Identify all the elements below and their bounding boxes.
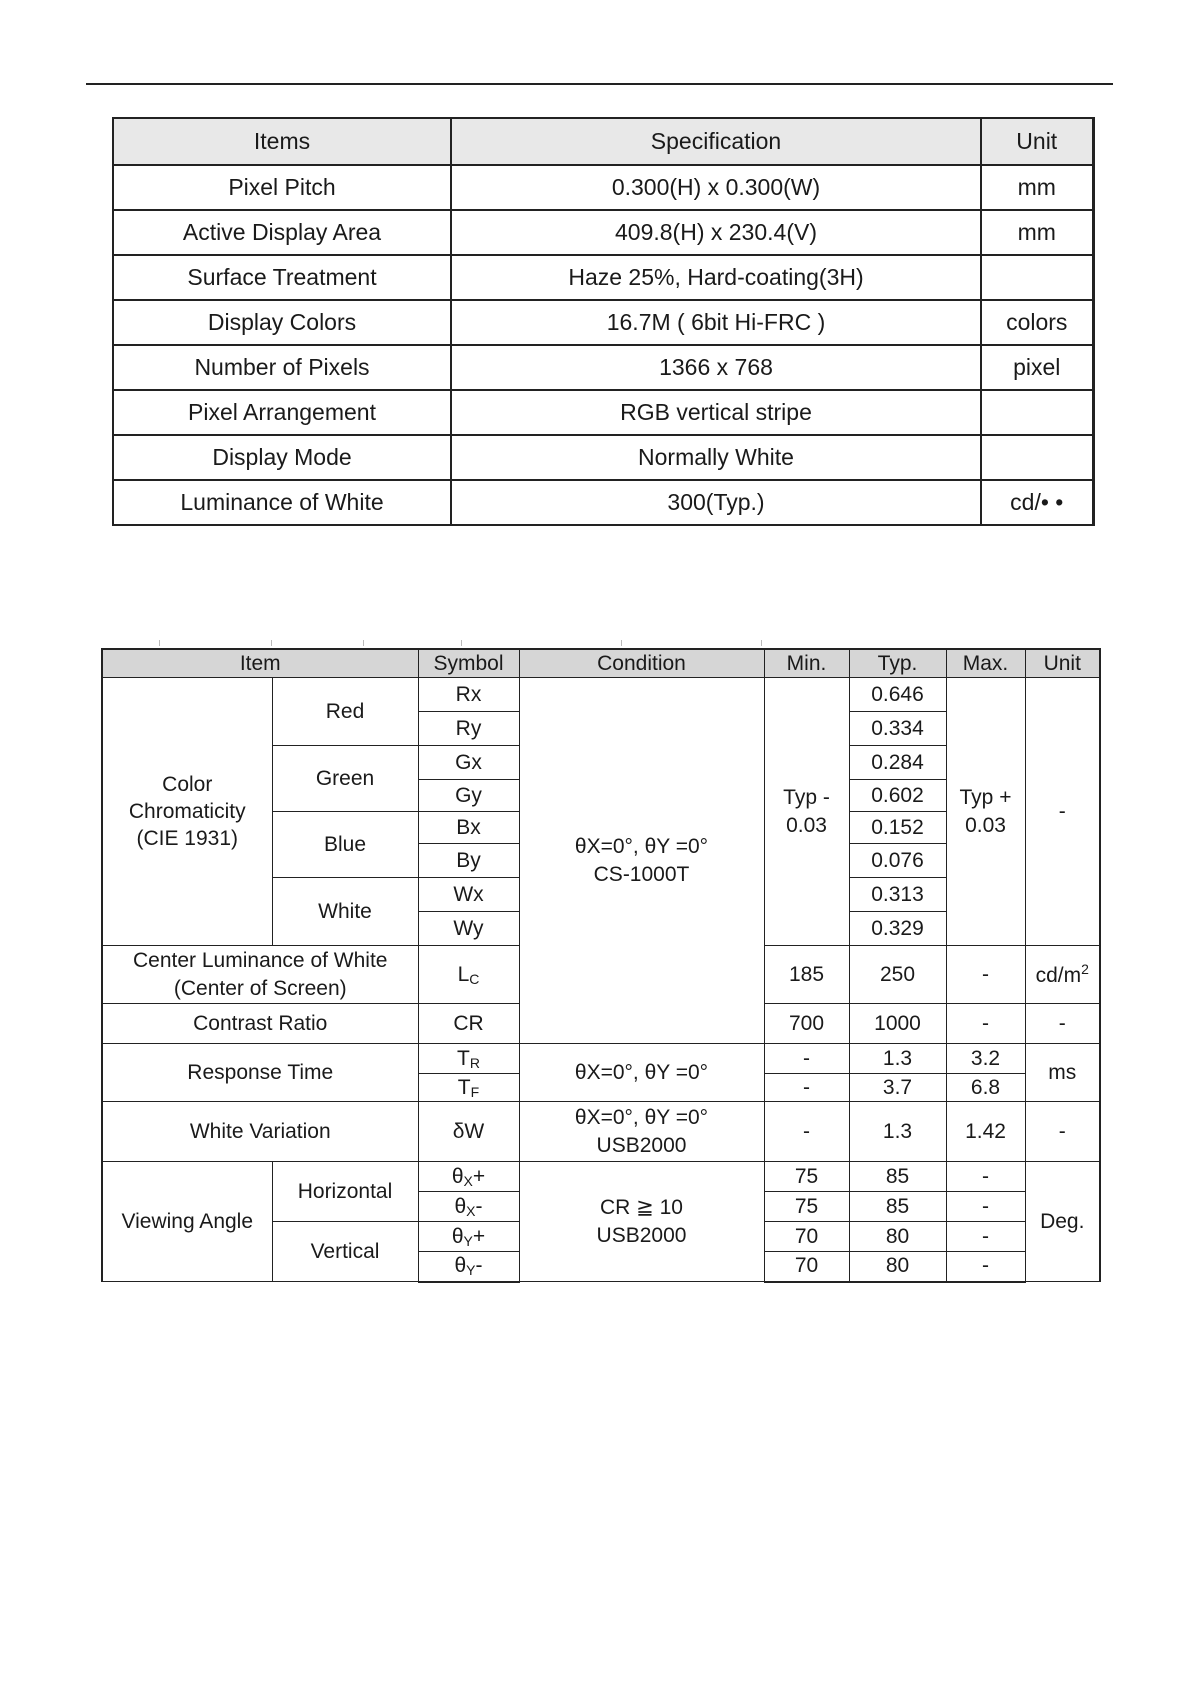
chromaticity-min: Typ - 0.03 (764, 678, 849, 946)
condition-line: θX=0°, θY =0° (574, 1106, 709, 1130)
vertical-label: Vertical (272, 1222, 418, 1282)
header-unit: Unit (1025, 649, 1100, 678)
table-row (113, 345, 1093, 390)
optical-header-row (102, 649, 1100, 678)
symbol-cell: $\theta_Y-$ (418, 1252, 519, 1282)
symbol-cell: Bx (418, 812, 519, 844)
symbol-cell: Wy (418, 912, 519, 946)
viewing-angle-label: Viewing Angle (102, 1162, 272, 1282)
spec-cell: RGB vertical stripe (451, 390, 981, 435)
spec-cell: 300(Typ.) (451, 480, 981, 525)
min-cell: 75 (764, 1162, 849, 1192)
table-row (102, 1044, 1100, 1074)
chromaticity-unit: - (1025, 678, 1100, 946)
table-row (113, 210, 1093, 255)
max-cell: - (946, 1192, 1025, 1222)
max-cell: - (946, 1004, 1025, 1044)
spec-cell: 409.8(H) x 230.4(V) (451, 210, 981, 255)
typ-cell: 0.329 (849, 912, 946, 946)
table-row (102, 1162, 1100, 1192)
typ-cell: 0.076 (849, 844, 946, 878)
unit-cell: pixel (981, 345, 1093, 390)
item-cell: Display Colors (113, 300, 451, 345)
min-cell: 185 (764, 946, 849, 1004)
unit-cell (981, 255, 1093, 300)
viewing-angle-unit: Deg. (1025, 1162, 1100, 1282)
max-cell: - (946, 1222, 1025, 1252)
max-cell: 1.42 (946, 1102, 1025, 1162)
item-cell: Surface Treatment (113, 255, 451, 300)
unit-cell (981, 390, 1093, 435)
table-row (113, 165, 1093, 210)
typ-cell: 85 (849, 1162, 946, 1192)
symbol-cell: $T_R$ (418, 1044, 519, 1074)
spec-cell: Normally White (451, 435, 981, 480)
symbol-cell: $\theta_X+$ (418, 1162, 519, 1192)
min-cell: - (764, 1044, 849, 1074)
max-cell: 6.8 (946, 1074, 1025, 1102)
typ-cell: 0.284 (849, 746, 946, 780)
min-cell: 700 (764, 1004, 849, 1044)
center-luminance-label (102, 946, 418, 1004)
horizontal-label: Horizontal (272, 1162, 418, 1222)
condition-line: CR ≧ 10 (600, 1196, 683, 1220)
white-variation-label: White Variation (102, 1102, 418, 1162)
column-tick-marks (101, 640, 1099, 648)
header-item: Item (102, 649, 418, 678)
chromaticity-max: Typ + 0.03 (946, 678, 1025, 946)
table-row (113, 480, 1093, 525)
max-cell: - (946, 946, 1025, 1004)
max-cell: 3.2 (946, 1044, 1025, 1074)
table-row (113, 255, 1093, 300)
item-cell: Pixel Arrangement (113, 390, 451, 435)
symbol-cell: $\theta_X-$ (418, 1192, 519, 1222)
spec-cell: 0.300(H) x 0.300(W) (451, 165, 981, 210)
spec-cell: 1366 x 768 (451, 345, 981, 390)
max-cell: - (946, 1162, 1025, 1192)
symbol-cell: δW (418, 1102, 519, 1162)
chromaticity-label: Color Chromaticity (CIE 1931) (102, 678, 272, 946)
viewing-angle-condition (519, 1162, 764, 1282)
condition-line: CS-1000T (593, 862, 690, 886)
color-name: Green (272, 746, 418, 812)
table-row (113, 435, 1093, 480)
min-cell: - (764, 1074, 849, 1102)
typ-cell: 0.602 (849, 780, 946, 812)
unit-cell: colors (981, 300, 1093, 345)
typ-cell: 250 (849, 946, 946, 1004)
spec-cell: 16.7M ( 6bit Hi-FRC ) (451, 300, 981, 345)
typ-cell: 0.646 (849, 678, 946, 712)
typ-cell: 1.3 (849, 1102, 946, 1162)
unit-cell: $cd/m^2$ (1025, 946, 1100, 1004)
symbol-cell: CR (418, 1004, 519, 1044)
unit-cell: cd/• • (981, 480, 1093, 525)
item-cell: Active Display Area (113, 210, 451, 255)
white-variation-condition (519, 1102, 764, 1162)
max-cell: - (946, 1252, 1025, 1282)
header-max: Max. (946, 649, 1025, 678)
spec-table (112, 117, 1095, 526)
condition-line: USB2000 (596, 1133, 687, 1157)
typ-cell: 1000 (849, 1004, 946, 1044)
table-row (102, 678, 1100, 712)
response-label: Response Time (102, 1044, 418, 1102)
unit-cell: mm (981, 210, 1093, 255)
symbol-cell: Wx (418, 878, 519, 912)
contrast-label: Contrast Ratio (102, 1004, 418, 1044)
symbol-cell: Rx (418, 678, 519, 712)
header-rule (86, 83, 1113, 85)
item-cell: Number of Pixels (113, 345, 451, 390)
min-cell: 70 (764, 1252, 849, 1282)
typ-cell: 0.313 (849, 878, 946, 912)
header-specification: Specification (451, 118, 981, 165)
typ-cell: 0.152 (849, 812, 946, 844)
unit-cell (981, 435, 1093, 480)
typ-cell: 80 (849, 1222, 946, 1252)
item-cell: Pixel Pitch (113, 165, 451, 210)
min-cell: 70 (764, 1222, 849, 1252)
optical-table (101, 648, 1101, 1283)
typ-cell: 85 (849, 1192, 946, 1222)
symbol-cell: Ry (418, 712, 519, 746)
symbol-cell: $L_C$ (418, 946, 519, 1004)
color-name: White (272, 878, 418, 946)
symbol-cell: $\theta_Y+$ (418, 1222, 519, 1252)
min-cell: 75 (764, 1192, 849, 1222)
typ-cell: 80 (849, 1252, 946, 1282)
header-typ: Typ. (849, 649, 946, 678)
symbol-cell: Gy (418, 780, 519, 812)
item-cell: Display Mode (113, 435, 451, 480)
table-row (113, 390, 1093, 435)
spec-cell: Haze 25%, Hard-coating(3H) (451, 255, 981, 300)
chromaticity-condition (519, 678, 764, 1044)
spec-header-row (113, 118, 1093, 165)
symbol-cell: Gx (418, 746, 519, 780)
label-line: Center Luminance of White (133, 949, 388, 973)
label-line: (Center of Screen) (173, 976, 347, 1000)
unit-cell: - (1025, 1004, 1100, 1044)
typ-cell: 0.334 (849, 712, 946, 746)
min-cell: - (764, 1102, 849, 1162)
response-unit: ms (1025, 1044, 1100, 1102)
unit-cell: mm (981, 165, 1093, 210)
header-unit: Unit (981, 118, 1093, 165)
unit-cell: - (1025, 1102, 1100, 1162)
typ-cell: 1.3 (849, 1044, 946, 1074)
symbol-cell: $T_F$ (418, 1074, 519, 1102)
header-min: Min. (764, 649, 849, 678)
color-name: Blue (272, 812, 418, 878)
table-row (113, 300, 1093, 345)
item-cell: Luminance of White (113, 480, 451, 525)
header-items: Items (113, 118, 451, 165)
header-condition: Condition (519, 649, 764, 678)
response-condition: θX=0°, θY =0° (519, 1044, 764, 1102)
header-symbol: Symbol (418, 649, 519, 678)
condition-line: USB2000 (596, 1223, 687, 1247)
condition-line: θX=0°, θY =0° (574, 835, 709, 859)
typ-cell: 3.7 (849, 1074, 946, 1102)
table-row (102, 1102, 1100, 1162)
symbol-cell: By (418, 844, 519, 878)
color-name: Red (272, 678, 418, 746)
